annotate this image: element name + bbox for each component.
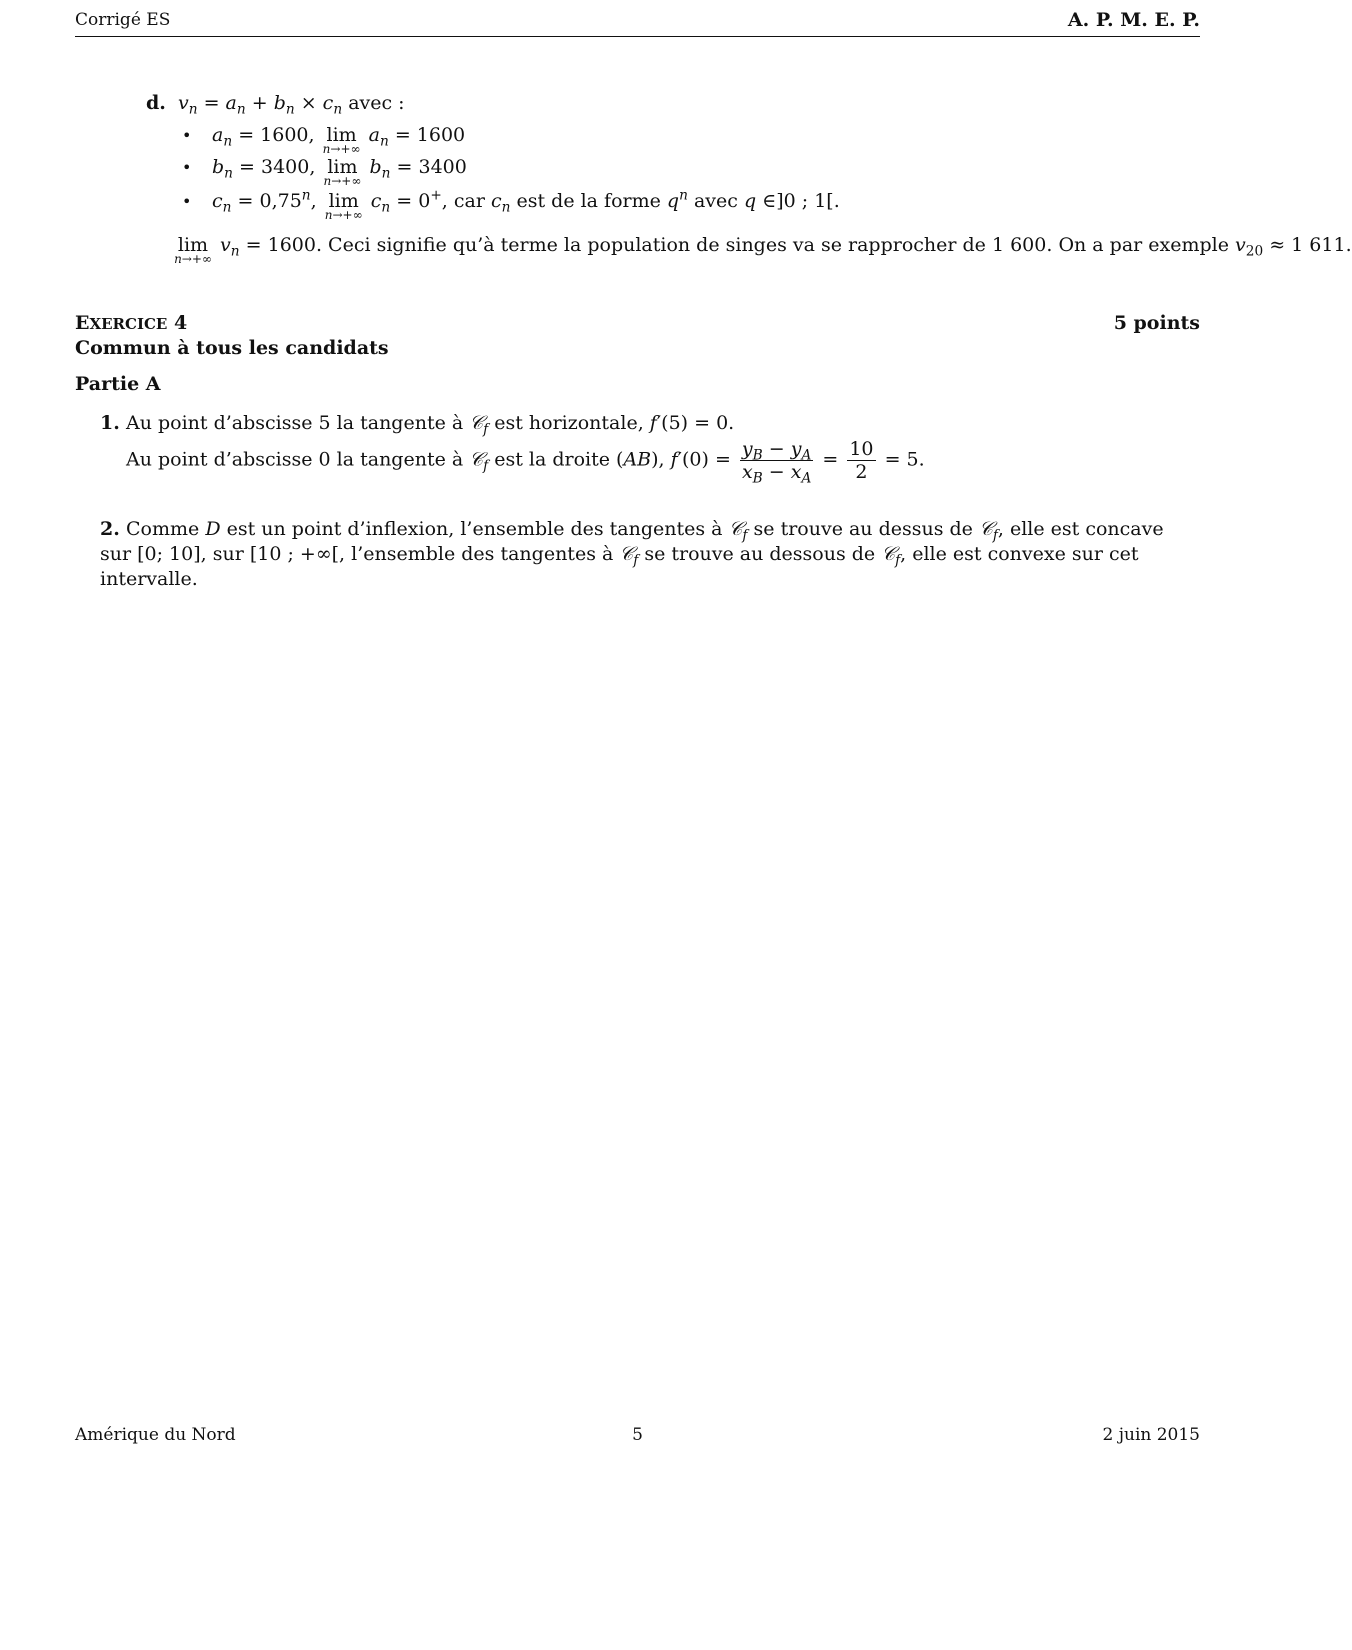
bullet-c-text-2: est de la forme [516,190,661,212]
conclusion-end: ≈ 1 611. [1269,234,1352,256]
bullet-dot: • [182,158,192,177]
question-2-number: 2. [100,518,120,540]
item-d-conclusion: lim n→+∞ $v_n = 1600$. Ceci signifie qu’à terme la population de singes va se rapprocher de 1 600. On a par exemple $v_{20} \approx 1$ 611. [172,232,1352,258]
limit-b-value: = 3400 [396,156,467,178]
bullet-b-eq: = 3400, [239,156,316,178]
slope-fraction: $\frac{y_B - y_A}{x_B - x_A}$ [741,438,812,487]
limit-v: lim n→+∞ [174,234,212,266]
limit-c-value: = 0 [396,190,431,212]
bullet-c: • $c_n = 0,75^n$, lim n→+∞ $c_n = 0^+$, car $c_n$ est de la forme $q^n$ avec q ∈]0 ; 1[. [182,187,840,222]
item-d-label: d. [146,92,166,114]
bullet-c-text-1: , car [441,190,485,212]
exercise-points: 5 points [1113,312,1200,334]
partie-heading: Partie A [75,373,161,395]
header-right: A. P. M. E. P. [1067,9,1200,31]
limit-c: lim n→+∞ [324,190,363,222]
conclusion-text: = 1600. Ceci signifie qu’à terme la population de singes va se rapprocher de 1 600. On a par exemple [245,234,1229,256]
question-1-line-1: 1. Au point d’abscisse 5 la tangente à 𝒞$_f$ est horizontale, f′(5) = 0. [100,412,735,438]
header-left: Corrigé ES [75,10,171,30]
page-number: 5 [632,1425,643,1445]
bullet-a: • $a_n = 1600$, lim n→+∞ $a_n = 1600$ [182,124,466,156]
exercise-subtitle: Commun à tous les candidats [75,337,389,359]
limit-b: lim n→+∞ [323,156,362,188]
question-1-number: 1. [100,412,120,434]
header-rule [75,36,1200,37]
footer-left: Amérique du Nord [75,1425,236,1445]
bullet-b: • $b_n = 3400$, lim n→+∞ $b_n = 3400$ [182,156,467,188]
exercise-title: EXERCICE 4 [75,312,188,334]
limit-a: lim n→+∞ [322,124,361,156]
item-d-intro-text: avec : [348,92,405,114]
page-header [75,10,1200,36]
limit-a-value: = 1600 [394,124,466,146]
bullet-c-text-3: avec [693,190,738,212]
bullet-dot: • [182,126,192,145]
bullet-c-eq: = 0,75 [237,190,302,212]
question-1-line-2: Au point d’abscisse 0 la tangente à 𝒞$_f$ est la droite (AB), f′(0) = $\frac{y_B - y_A}{x_B - x_A}$ = $\frac{10}{2}$ = 5. [126,438,925,487]
bullet-c-text-4: ∈]0 ; 1[. [762,190,840,212]
footer-date: 2 juin 2015 [1102,1425,1200,1445]
value-fraction: $\frac{10}{2}$ [849,438,874,483]
question-2: 2. Comme D est un point d’inflexion, l’ensemble des tangentes à 𝒞$_f$ se trouve au dessus de 𝒞$_f$, elle est concave sur [0; 10], sur [10 ; +∞[, l’ensemble des tangentes à 𝒞$_f$ se trouve au dessous de 𝒞$_f$, elle est convexe sur cet intervalle. [100,518,1164,590]
item-d-intro: d. $v_n = a_n + b_n \times c_n$ avec : [146,92,405,118]
bullet-a-eq: = 1600, [238,124,315,146]
bullet-dot: • [182,192,192,211]
